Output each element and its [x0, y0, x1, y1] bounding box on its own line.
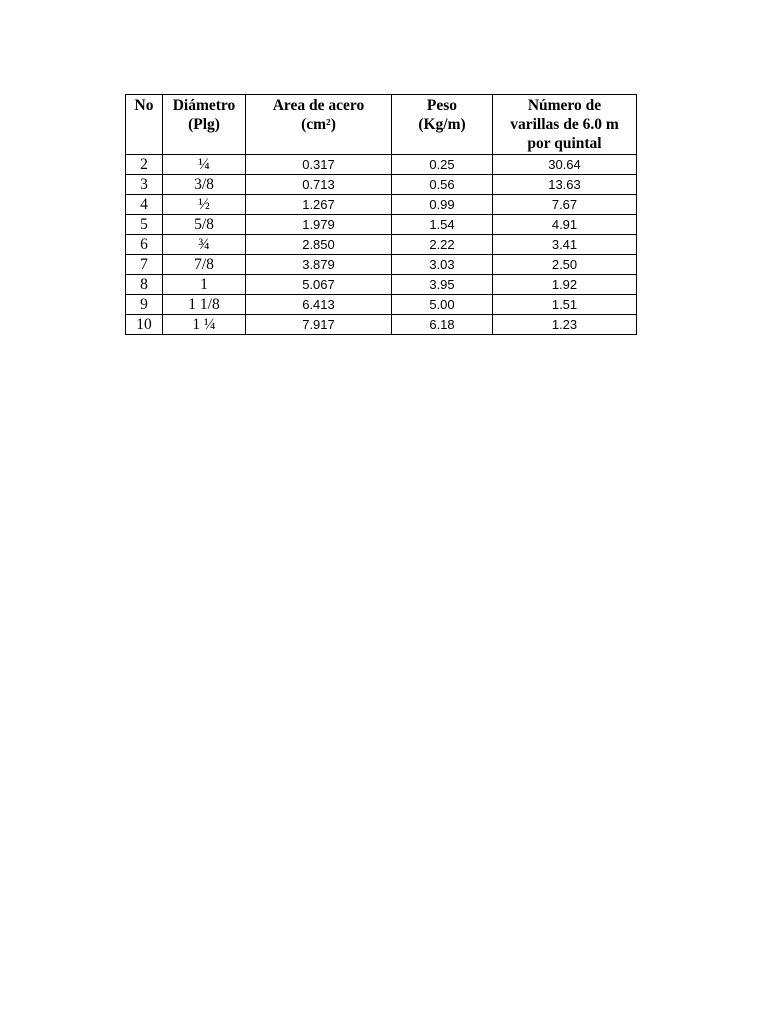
- cell-numero-varillas: 2.50: [493, 255, 637, 275]
- cell-peso: 2.22: [392, 235, 493, 255]
- header-numero-de-varillas: Número de varillas de 6.0 m por quintal: [493, 95, 637, 155]
- cell-no: 7: [126, 255, 163, 275]
- cell-no: 3: [126, 175, 163, 195]
- cell-diametro: 1 ¼: [163, 315, 246, 335]
- rebar-properties-table: [125, 94, 637, 335]
- cell-area: 6.413: [246, 295, 392, 315]
- cell-diametro: 1: [163, 275, 246, 295]
- cell-no: 5: [126, 215, 163, 235]
- header-peso: Peso (Kg/m): [392, 95, 493, 155]
- cell-diametro: 5/8: [163, 215, 246, 235]
- table-row: [126, 235, 637, 255]
- cell-area: 5.067: [246, 275, 392, 295]
- cell-no: 8: [126, 275, 163, 295]
- cell-no: 10: [126, 315, 163, 335]
- cell-peso: 3.95: [392, 275, 493, 295]
- cell-peso: 3.03: [392, 255, 493, 275]
- cell-diametro: ¾: [163, 235, 246, 255]
- table-row: [126, 295, 637, 315]
- cell-area: 1.979: [246, 215, 392, 235]
- table-body: [126, 155, 637, 335]
- header-diametro: Diámetro (Plg): [163, 95, 246, 155]
- cell-numero-varillas: 13.63: [493, 175, 637, 195]
- cell-numero-varillas: 1.92: [493, 275, 637, 295]
- cell-no: 6: [126, 235, 163, 255]
- cell-diametro: ½: [163, 195, 246, 215]
- table-row: [126, 215, 637, 235]
- cell-area: 7.917: [246, 315, 392, 335]
- cell-diametro: 3/8: [163, 175, 246, 195]
- cell-peso: 0.99: [392, 195, 493, 215]
- cell-numero-varillas: 4.91: [493, 215, 637, 235]
- document-page: [125, 94, 637, 335]
- cell-numero-varillas: 1.51: [493, 295, 637, 315]
- cell-area: 0.317: [246, 155, 392, 175]
- cell-numero-varillas: 7.67: [493, 195, 637, 215]
- header-area-de-acero: Area de acero (cm²): [246, 95, 392, 155]
- header-no: No: [126, 95, 163, 155]
- cell-no: 4: [126, 195, 163, 215]
- table-row: [126, 195, 637, 215]
- cell-peso: 1.54: [392, 215, 493, 235]
- table-row: [126, 315, 637, 335]
- table-row: [126, 275, 637, 295]
- cell-diametro: 1 1/8: [163, 295, 246, 315]
- table-row: [126, 255, 637, 275]
- cell-area: 3.879: [246, 255, 392, 275]
- cell-area: 1.267: [246, 195, 392, 215]
- cell-diametro: ¼: [163, 155, 246, 175]
- cell-no: 2: [126, 155, 163, 175]
- cell-peso: 6.18: [392, 315, 493, 335]
- cell-numero-varillas: 1.23: [493, 315, 637, 335]
- table-row: [126, 155, 637, 175]
- cell-area: 2.850: [246, 235, 392, 255]
- cell-diametro: 7/8: [163, 255, 246, 275]
- table-row: [126, 175, 637, 195]
- cell-peso: 0.25: [392, 155, 493, 175]
- cell-peso: 0.56: [392, 175, 493, 195]
- cell-numero-varillas: 30.64: [493, 155, 637, 175]
- cell-no: 9: [126, 295, 163, 315]
- table-header-row: [126, 95, 637, 155]
- cell-numero-varillas: 3.41: [493, 235, 637, 255]
- cell-peso: 5.00: [392, 295, 493, 315]
- cell-area: 0.713: [246, 175, 392, 195]
